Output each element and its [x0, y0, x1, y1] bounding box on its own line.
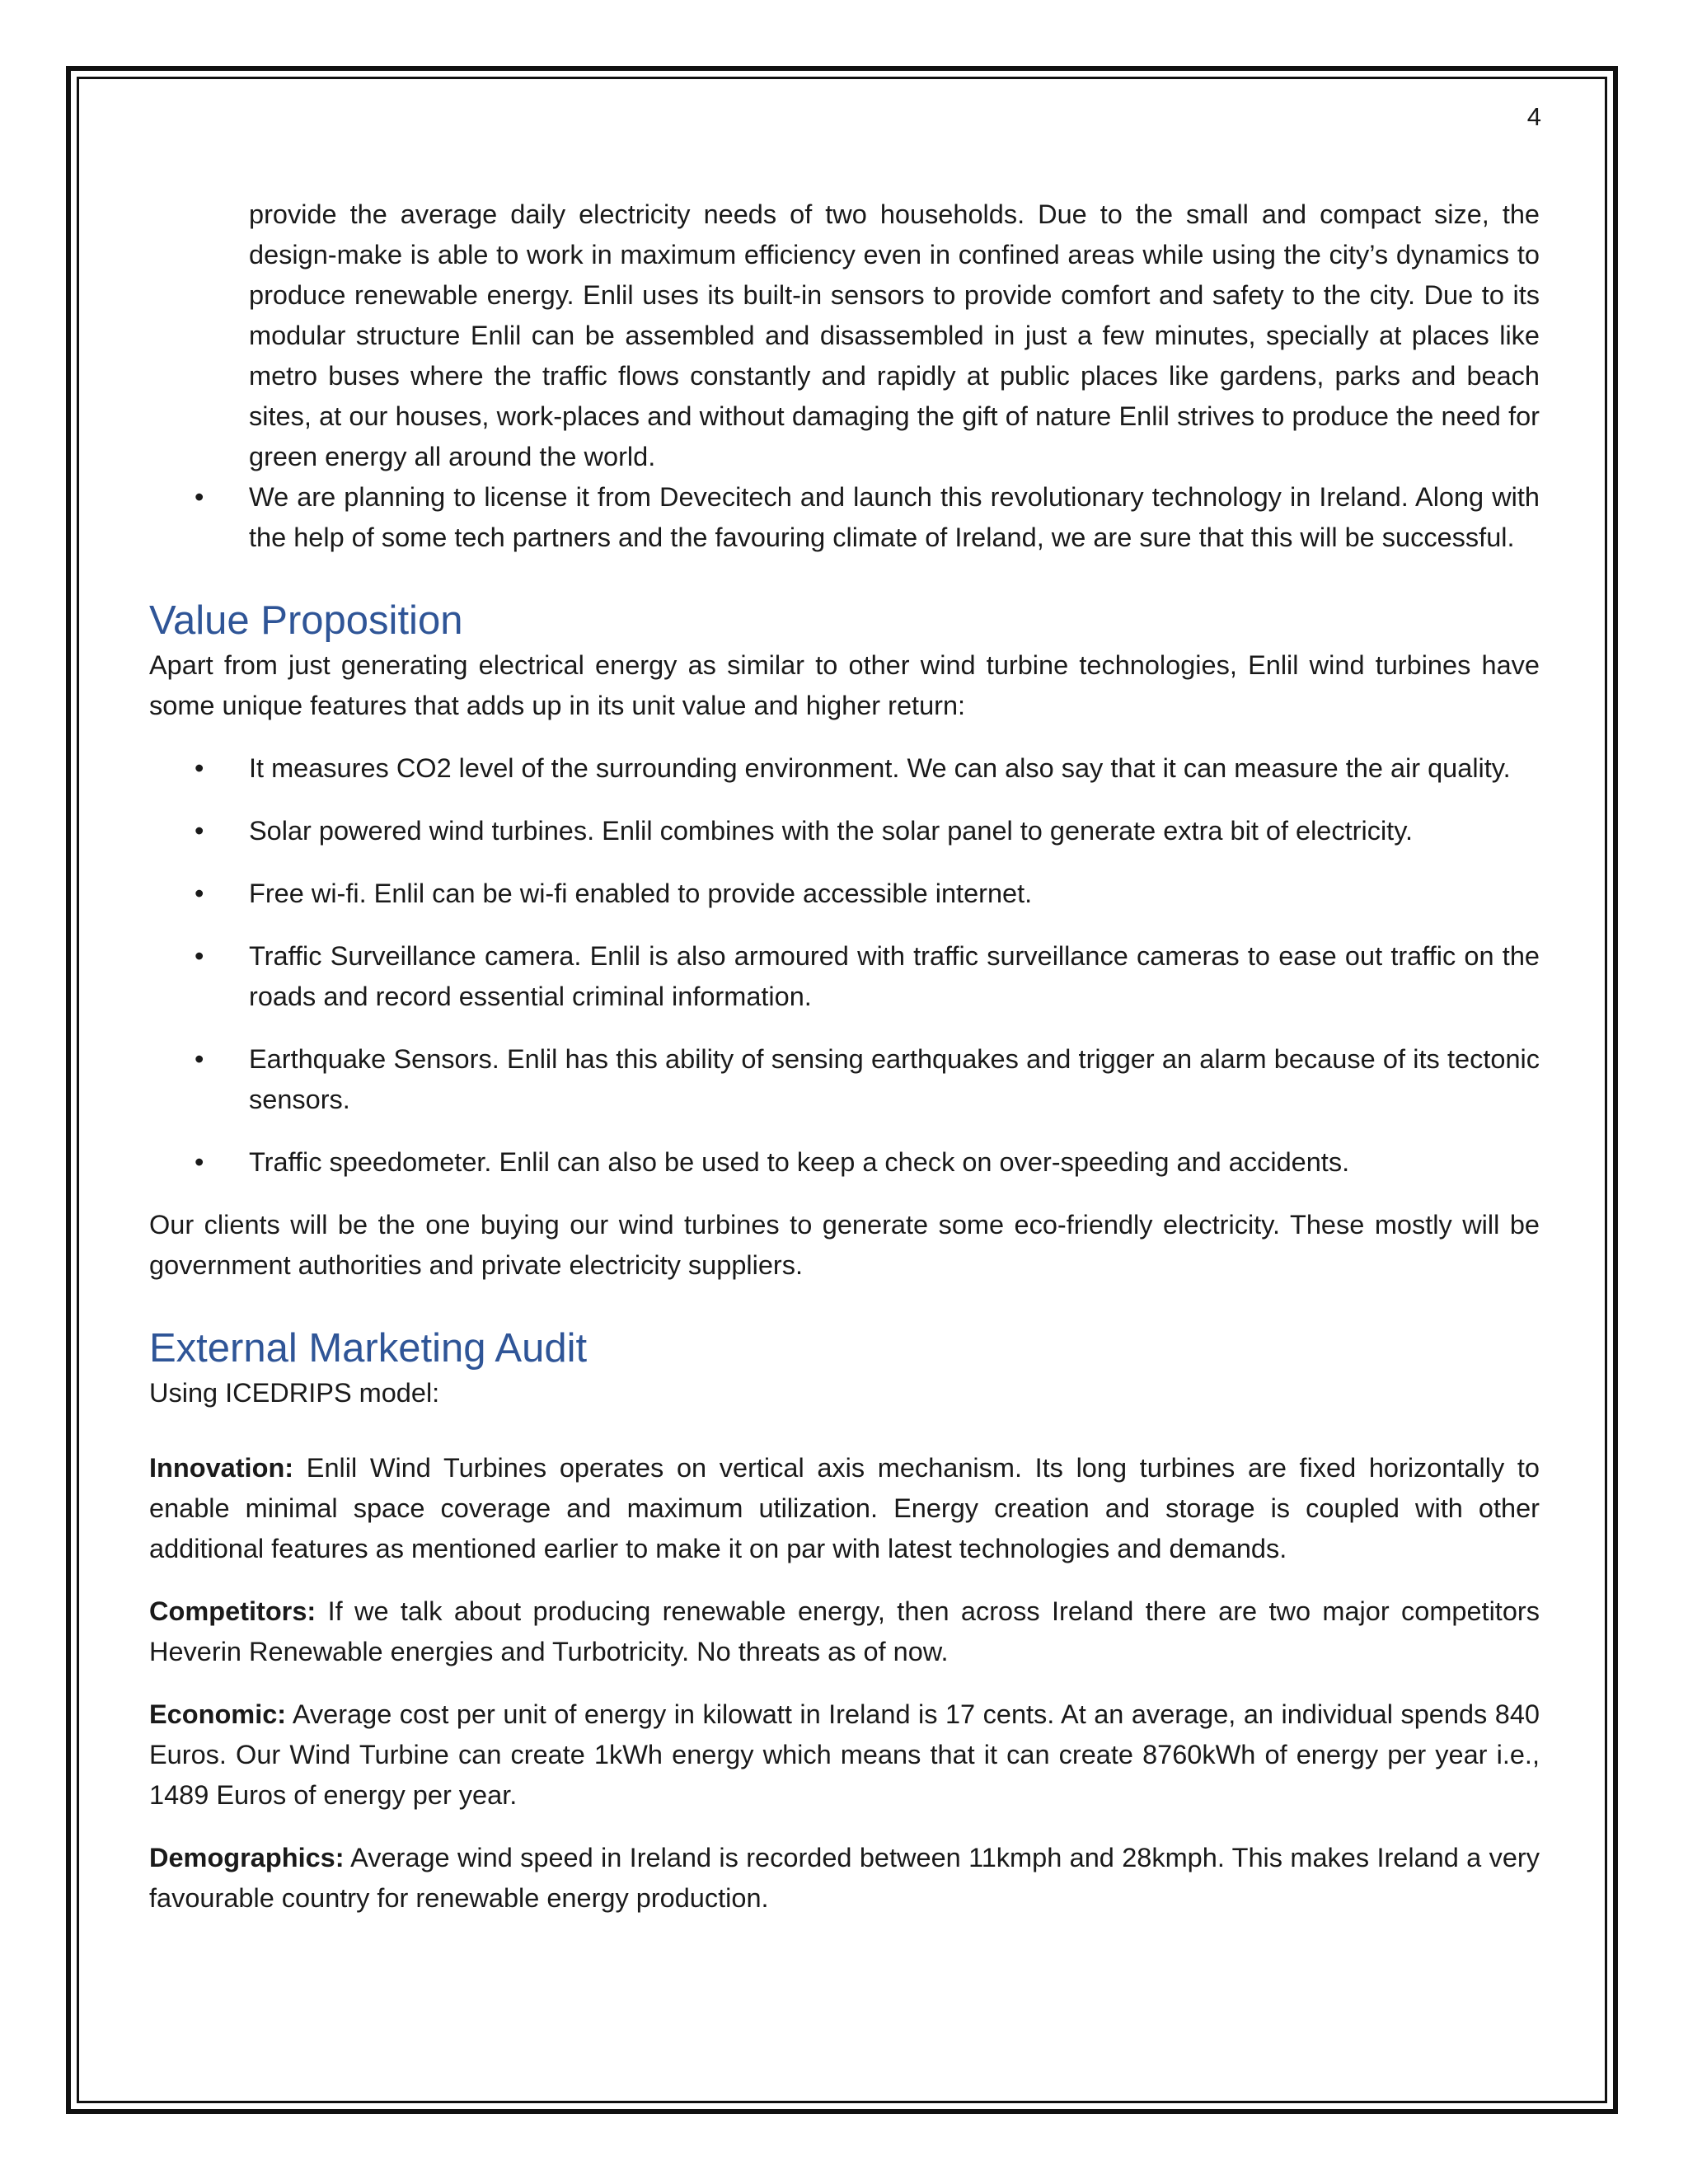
list-item-text: Solar powered wind turbines. Enlil combines with the solar panel to generate extra bit of electricity.: [249, 816, 1414, 846]
innovation-label: Innovation:: [149, 1453, 294, 1483]
list-item: [149, 1039, 1540, 1120]
list-item-text: Free wi-fi. Enlil can be wi-fi enabled to provide accessible internet.: [249, 879, 1033, 908]
bullet-mark: •: [195, 879, 204, 908]
external-audit-lead: Using ICEDRIPS model:: [149, 1378, 440, 1408]
list-item: [149, 936, 1540, 1017]
demographics-label: Demographics:: [149, 1843, 345, 1872]
list-item-text: Traffic Surveillance camera. Enlil is also armoured with traffic surveillance cameras to ease out traffic on the roads and record essential criminal information.: [249, 941, 1540, 1011]
bullet-mark: •: [195, 816, 204, 846]
icedrips-economic: [149, 1694, 1540, 1816]
intro-continuation-paragraph: provide the average daily electricity needs of two households. Due to the small and compact size, the design-make is able to work in maximum efficiency even in confined areas while using the city’s dynamics to produce renewable energy. Enlil uses its built-in sensors to provide comfort and safety to the city. Due to its modular structure Enlil can be assembled and disassembled in just a few minutes, specially at places like metro buses where the traffic flows constantly and rapidly at public places like gardens, parks and beach sites, at our houses, work-places and without damaging the gift of nature Enlil strives to produce the need for green energy all around the world.: [249, 199, 1540, 471]
list-item: [149, 811, 1540, 851]
list-item: [149, 477, 1540, 558]
list-item: [149, 748, 1540, 789]
demographics-text: Average wind speed in Ireland is recorded between 11kmph and 28kmph. This makes Ireland a very favourable country for renewable energy production.: [149, 1843, 1540, 1913]
bullet-mark: •: [195, 1147, 204, 1177]
icedrips-innovation: [149, 1448, 1540, 1569]
section-heading-value-proposition: Value Proposition: [149, 598, 463, 643]
list-item: [149, 874, 1540, 914]
page-number: 4: [1526, 102, 1541, 131]
intro-bullet-list: [149, 477, 1540, 558]
bullet-mark: •: [195, 1044, 204, 1074]
economic-text: Average cost per unit of energy in kilowatt in Ireland is 17 cents. At an average, an individual spends 840 Euros. Our Wind Turbine can create 1kWh energy which means that it can create 8760kWh of energy per year i.e., 1489 Euros of energy per year.: [149, 1699, 1540, 1810]
value-proposition-closing: Our clients will be the one buying our wind turbines to generate some eco-friendly electricity. These mostly will be government authorities and private electricity suppliers.: [149, 1210, 1540, 1280]
bullet-mark: •: [195, 482, 204, 512]
innovation-text: Enlil Wind Turbines operates on vertical axis mechanism. Its long turbines are fixed horizontally to enable minimal space coverage and maximum utilization. Energy creation and storage is coupled with other additional features as mentioned earlier to make it on par with latest technologies and demands.: [149, 1453, 1540, 1563]
icedrips-competitors: [149, 1591, 1540, 1672]
competitors-text: If we talk about producing renewable energy, then across Ireland there are two major competitors Heverin Renewable energies and Turbotricity. No threats as of now.: [149, 1596, 1540, 1666]
list-item-text: Earthquake Sensors. Enlil has this ability of sensing earthquakes and trigger an alarm because of its tectonic sensors.: [249, 1044, 1540, 1114]
list-item-text: Traffic speedometer. Enlil can also be used to keep a check on over-speeding and accidents.: [249, 1147, 1350, 1177]
icedrips-demographics: [149, 1838, 1540, 1919]
list-item-text: It measures CO2 level of the surrounding environment. We can also say that it can measure the air quality.: [249, 753, 1511, 783]
document-body: [149, 194, 1540, 1919]
list-item: [149, 1142, 1540, 1183]
value-proposition-lead: Apart from just generating electrical energy as similar to other wind turbine technologies, Enlil wind turbines have some unique features that adds up in its unit value and higher return:: [149, 650, 1540, 720]
bullet-mark: •: [195, 941, 204, 971]
list-item-text: We are planning to license it from Devecitech and launch this revolutionary technology in Ireland. Along with the help of some tech partners and the favouring climate of Ireland, we are sure that this will be successful.: [249, 482, 1540, 552]
competitors-label: Competitors:: [149, 1596, 316, 1626]
section-heading-external-marketing-audit: External Marketing Audit: [149, 1326, 588, 1371]
value-proposition-bullet-list: [149, 748, 1540, 1183]
bullet-mark: •: [195, 753, 204, 783]
economic-label: Economic:: [149, 1699, 287, 1729]
